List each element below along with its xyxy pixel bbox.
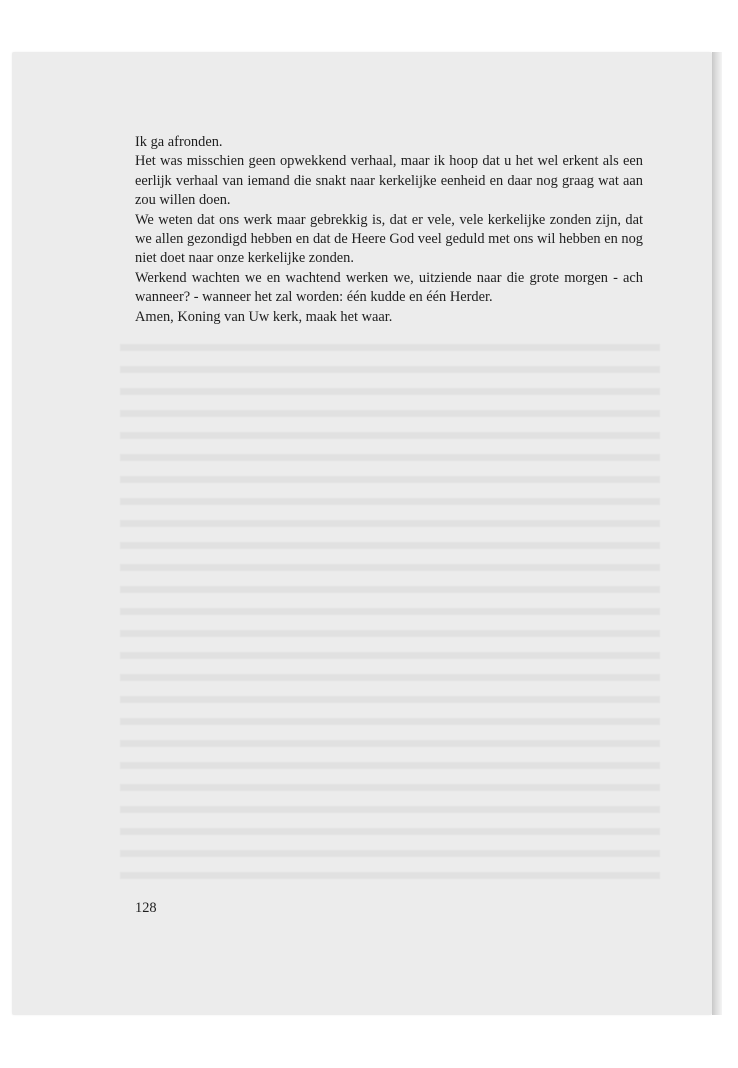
paragraph-5: Amen, Koning van Uw kerk, maak het waar. [135,308,393,325]
paragraph-4: Werkend wachten we en wachtend werken we, uitziende naar die grote morgen - ach wanneer? - wanneer het zal worden: één kudde en één Herder. [135,269,643,306]
paragraph-2: Het was misschien geen opwekkend verhaal, maar ik hoop dat u het wel erkent als een eerlijk verhaal van iemand die snakt naar kerkelijke eenheid en daar nog graag wat aan zou willen doen. [135,153,643,209]
page-edge-shadow [712,52,722,1015]
show-through-text [120,330,660,890]
paragraph-1: Ik ga afronden. [135,134,223,150]
body-text [135,133,643,327]
paragraph-3: We weten dat ons werk maar gebrekkig is, dat er vele, vele kerkelijke zonden zijn, dat we allen gezondigd hebben en dat de Heere God veel geduld met ons wil hebben en nog niet doet naar onze kerkelijke zonden. [135,211,643,267]
page-number: 128 [135,900,157,916]
